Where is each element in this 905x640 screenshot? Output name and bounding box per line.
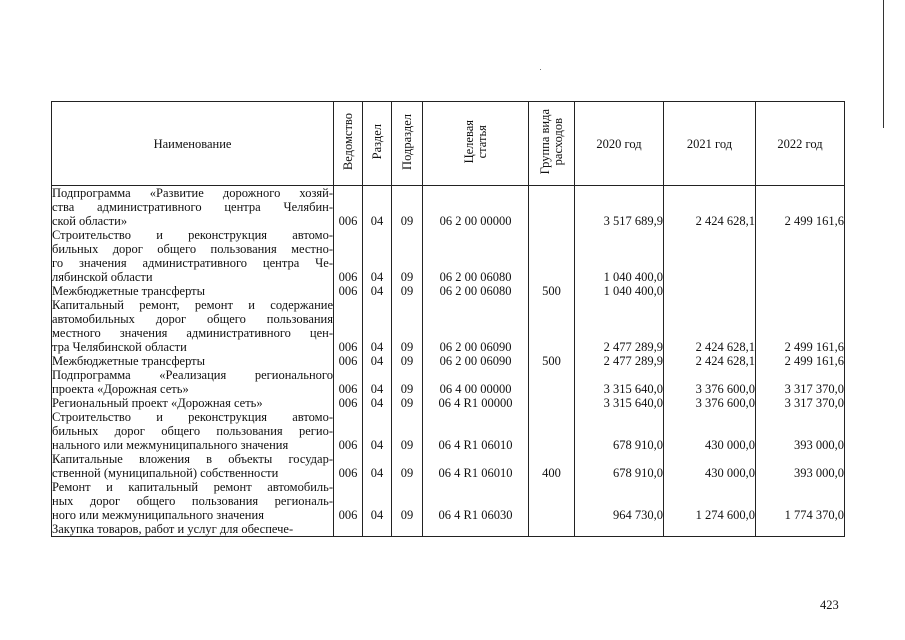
cell-podrazdel: 09 — [392, 284, 423, 298]
cell-2020: 964 730,0 — [575, 480, 664, 522]
row-name — [52, 228, 334, 284]
header-razdel: Раздел — [363, 102, 392, 186]
header-2022: 2022 год — [756, 102, 845, 186]
cell-2022: 393 000,0 — [756, 410, 845, 452]
scan-edge-line — [883, 0, 884, 128]
cell-2022: 3 317 370,0 — [756, 368, 845, 396]
cell-gruppa-vida — [529, 368, 575, 396]
row-name — [52, 354, 334, 368]
cell-razdel: 04 — [363, 368, 392, 396]
row-name-line: Подпрограмма «Развитие дорожного хозяй- — [52, 186, 333, 200]
cell-2020: 678 910,0 — [575, 410, 664, 452]
cell-2022 — [756, 284, 845, 298]
cell-2021: 3 376 600,0 — [664, 396, 756, 410]
cell-2020 — [575, 522, 664, 537]
cell-2020: 678 910,0 — [575, 452, 664, 480]
cell-celevaya-statya: 06 4 R1 00000 — [423, 396, 529, 410]
cell-celevaya-statya: 06 2 00 06090 — [423, 354, 529, 368]
row-name — [52, 186, 334, 229]
cell-vedomstvo: 006 — [334, 228, 363, 284]
cell-2021 — [664, 228, 756, 284]
row-name-line: автомобильных дорог общего пользования — [52, 312, 333, 326]
header-podrazdel: Подраздел — [392, 102, 423, 186]
table-row — [52, 410, 845, 452]
cell-2021: 430 000,0 — [664, 410, 756, 452]
row-name-line: Ремонт и капитальный ремонт автомобиль- — [52, 480, 333, 494]
cell-2022: 2 499 161,6 — [756, 186, 845, 229]
cell-2020: 1 040 400,0 — [575, 284, 664, 298]
row-name-line: Капитальные вложения в объекты государ- — [52, 452, 333, 466]
table-row — [52, 396, 845, 410]
cell-podrazdel: 09 — [392, 368, 423, 396]
cell-razdel — [363, 522, 392, 537]
cell-2021: 2 424 628,1 — [664, 186, 756, 229]
cell-vedomstvo: 006 — [334, 410, 363, 452]
cell-razdel: 04 — [363, 354, 392, 368]
row-name-line: местного значения административного цен- — [52, 326, 333, 340]
cell-2021: 1 274 600,0 — [664, 480, 756, 522]
cell-podrazdel: 09 — [392, 228, 423, 284]
cell-celevaya-statya: 06 4 R1 06010 — [423, 452, 529, 480]
row-name-line: ственной (муниципальной) собственности — [52, 466, 279, 480]
budget-table — [51, 101, 845, 537]
page-number: 423 — [820, 598, 839, 612]
cell-razdel: 04 — [363, 298, 392, 354]
cell-2021: 430 000,0 — [664, 452, 756, 480]
row-name — [52, 452, 334, 480]
cell-2020: 2 477 289,9 — [575, 354, 664, 368]
cell-2021: 2 424 628,1 — [664, 354, 756, 368]
row-name-line: лябинской области — [52, 270, 153, 284]
cell-podrazdel: 09 — [392, 186, 423, 229]
cell-vedomstvo: 006 — [334, 298, 363, 354]
cell-razdel: 04 — [363, 186, 392, 229]
row-name-line: Строительство и реконструкция автомо- — [52, 228, 333, 242]
scan-speck — [540, 69, 541, 70]
cell-gruppa-vida: 500 — [529, 284, 575, 298]
cell-2020: 3 315 640,0 — [575, 396, 664, 410]
cell-razdel: 04 — [363, 480, 392, 522]
row-name-line: бильных дорог общего пользования регио- — [52, 424, 333, 438]
cell-celevaya-statya: 06 2 00 06080 — [423, 228, 529, 284]
cell-gruppa-vida: 400 — [529, 452, 575, 480]
row-name-line: Межбюджетные трансферты — [52, 284, 206, 298]
row-name-line: Региональный проект «Дорожная сеть» — [52, 396, 263, 410]
cell-2022: 1 774 370,0 — [756, 480, 845, 522]
cell-2022 — [756, 522, 845, 537]
cell-vedomstvo: 006 — [334, 186, 363, 229]
cell-razdel: 04 — [363, 452, 392, 480]
cell-gruppa-vida — [529, 186, 575, 229]
cell-gruppa-vida — [529, 410, 575, 452]
cell-2020: 3 315 640,0 — [575, 368, 664, 396]
cell-podrazdel — [392, 522, 423, 537]
row-name — [52, 480, 334, 522]
row-name-line: Межбюджетные трансферты — [52, 354, 206, 368]
table-row — [52, 186, 845, 229]
cell-podrazdel: 09 — [392, 396, 423, 410]
cell-vedomstvo: 006 — [334, 452, 363, 480]
row-name-line: тра Челябинской области — [52, 340, 187, 354]
cell-gruppa-vida — [529, 298, 575, 354]
cell-razdel: 04 — [363, 228, 392, 284]
row-name-line: нального или межмуниципального значения — [52, 438, 289, 452]
row-name — [52, 396, 334, 410]
row-name — [52, 522, 334, 537]
cell-celevaya-statya: 06 2 00 06080 — [423, 284, 529, 298]
cell-gruppa-vida — [529, 396, 575, 410]
table-row — [52, 354, 845, 368]
row-name-line: Строительство и реконструкция автомо- — [52, 410, 333, 424]
header-2021: 2021 год — [664, 102, 756, 186]
table-row — [52, 284, 845, 298]
header-vedomstvo: Ведомство — [334, 102, 363, 186]
cell-2021: 2 424 628,1 — [664, 298, 756, 354]
row-name-line: Закупка товаров, работ и услуг для обеспече- — [52, 522, 294, 536]
cell-podrazdel: 09 — [392, 410, 423, 452]
cell-podrazdel: 09 — [392, 480, 423, 522]
cell-2022: 3 317 370,0 — [756, 396, 845, 410]
row-name-line: ской области» — [52, 214, 128, 228]
table-row — [52, 228, 845, 284]
cell-celevaya-statya: 06 4 00 00000 — [423, 368, 529, 396]
cell-vedomstvo: 006 — [334, 284, 363, 298]
header-gruppa-vida-raskhodov: Группа вида расходов — [529, 102, 575, 186]
table-row — [52, 298, 845, 354]
table-row — [52, 480, 845, 522]
cell-2022: 2 499 161,6 — [756, 354, 845, 368]
row-name-line: проекта «Дорожная сеть» — [52, 382, 189, 396]
cell-vedomstvo: 006 — [334, 480, 363, 522]
header-name: Наименование — [52, 102, 334, 186]
row-name-line: ных дорог общего пользования региональ- — [52, 494, 333, 508]
header-2020: 2020 год — [575, 102, 664, 186]
cell-2021: 3 376 600,0 — [664, 368, 756, 396]
row-name-line: ства административного центра Челябин- — [52, 200, 333, 214]
cell-2022: 393 000,0 — [756, 452, 845, 480]
cell-2020: 1 040 400,0 — [575, 228, 664, 284]
cell-2022: 2 499 161,6 — [756, 298, 845, 354]
row-name-line: го значения административного центра Че- — [52, 256, 333, 270]
cell-razdel: 04 — [363, 284, 392, 298]
row-name-line: бильных дорог общего пользования местно- — [52, 242, 333, 256]
cell-celevaya-statya: 06 4 R1 06030 — [423, 480, 529, 522]
cell-gruppa-vida — [529, 522, 575, 537]
row-name — [52, 284, 334, 298]
cell-2020: 2 477 289,9 — [575, 298, 664, 354]
table-row — [52, 522, 845, 537]
cell-gruppa-vida — [529, 228, 575, 284]
row-name — [52, 410, 334, 452]
cell-podrazdel: 09 — [392, 354, 423, 368]
cell-vedomstvo: 006 — [334, 368, 363, 396]
cell-vedomstvo: 006 — [334, 354, 363, 368]
cell-celevaya-statya: 06 4 R1 06010 — [423, 410, 529, 452]
header-celevaya-statya: Целевая статья — [423, 102, 529, 186]
row-name — [52, 368, 334, 396]
table-row — [52, 368, 845, 396]
table-row — [52, 452, 845, 480]
cell-2021 — [664, 522, 756, 537]
cell-vedomstvo — [334, 522, 363, 537]
cell-gruppa-vida: 500 — [529, 354, 575, 368]
cell-celevaya-statya: 06 2 00 00000 — [423, 186, 529, 229]
cell-2022 — [756, 228, 845, 284]
row-name-line: ного или межмуниципального значения — [52, 508, 264, 522]
table-body — [52, 186, 845, 537]
cell-2020: 3 517 689,9 — [575, 186, 664, 229]
table-header-row — [52, 102, 845, 186]
row-name-line: Подпрограмма «Реализация регионального — [52, 368, 333, 382]
cell-vedomstvo: 006 — [334, 396, 363, 410]
cell-razdel: 04 — [363, 410, 392, 452]
row-name — [52, 298, 334, 354]
cell-celevaya-statya — [423, 522, 529, 537]
cell-razdel: 04 — [363, 396, 392, 410]
cell-2021 — [664, 284, 756, 298]
cell-celevaya-statya: 06 2 00 06090 — [423, 298, 529, 354]
cell-podrazdel: 09 — [392, 298, 423, 354]
row-name-line: Капитальный ремонт, ремонт и содержание — [52, 298, 333, 312]
cell-gruppa-vida — [529, 480, 575, 522]
cell-podrazdel: 09 — [392, 452, 423, 480]
